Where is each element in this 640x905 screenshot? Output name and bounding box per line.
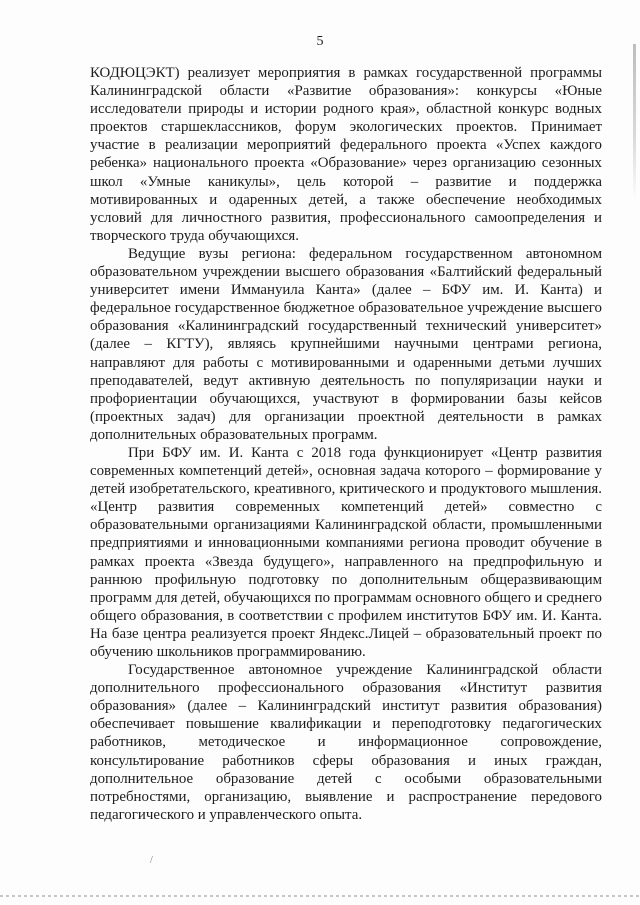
page-number: 5 <box>316 34 324 49</box>
scan-edge-shadow <box>633 44 636 200</box>
scan-mark: / <box>150 855 153 866</box>
paragraph-2: Ведущие вузы региона: федеральном государственном автономном образовательном учреждении высшего образования «Балтийский федеральный университет имени Иммануила Канта» (далее – БФУ им. И. Канта) и федеральное государственное бюджетное образовательное учреждение высшего образования «Калининградский государственный технический университет» (далее – КГТУ), являясь крупнейшими научными центрами региона, направляют для работы с мотивированными и одаренными детьми лучших преподавателей, ведут активную деятельность по популяризации науки и профориентации обучающихся, участвуют в формировании базы кейсов (проектных задач) для организации проектной деятельности в рамках дополнительных образовательных программ. <box>90 245 602 443</box>
scan-bottom-edge <box>0 895 640 897</box>
paragraph-3: При БФУ им. И. Канта с 2018 года функционирует «Центр развития современных компетенций детей», основная задача которого – формирование у детей изобретательского, креативного, критического и продуктового мышления. «Центр развития современных компетенций детей» совместно с образовательными организациями Калининградской области, промышленными предприятиями и инновационными компаниями региона проводит обучение в рамках проекта «Звезда будущего», направленного на предпрофильную и раннюю профильную подготовку по дополнительным общеразвивающим программ для детей, обучающихся по программам основного общего и среднего общего образования, в соответствии с профилем институтов БФУ им. И. Канта. На базе центра реализуется проект Яндекс.Лицей – образовательный проект по обучению школьников программированию. <box>90 444 602 660</box>
paragraph-4: Государственное автономное учреждение Калининградской области дополнительного профессионального образования «Институт развития образования» (далее – Калининградский институт развития образования) обеспечивает повышение квалификации и переподготовку педагогических работников, методическое и информационное сопровождение, консультирование работников сферы образования и иных граждан, дополнительное образование детей с особыми образовательными потребностями, организацию, выявление и распространение передового педагогического и управленческого опыта. <box>90 662 602 823</box>
paragraph-1: КОДЮЦЭКТ) реализует мероприятия в рамках государственной программы Калининградской области «Развитие образования»: конкурсы «Юные исследователи природы и истории родного края», областной конкурс водных проектов старшеклассников, форум экологических проектов. Принимает участие в реализации мероприятий федерального проекта «Успех каждого ребенка» национального проекта «Образование» через организацию сезонных школ «Умные каникулы», цель которой – развитие и поддержка мотивированных и одаренных детей, а также обеспечение необходимых условий для личностного развития, профессионального самоопределения и творческого труда обучающихся. <box>90 65 602 244</box>
document-body <box>90 64 602 824</box>
